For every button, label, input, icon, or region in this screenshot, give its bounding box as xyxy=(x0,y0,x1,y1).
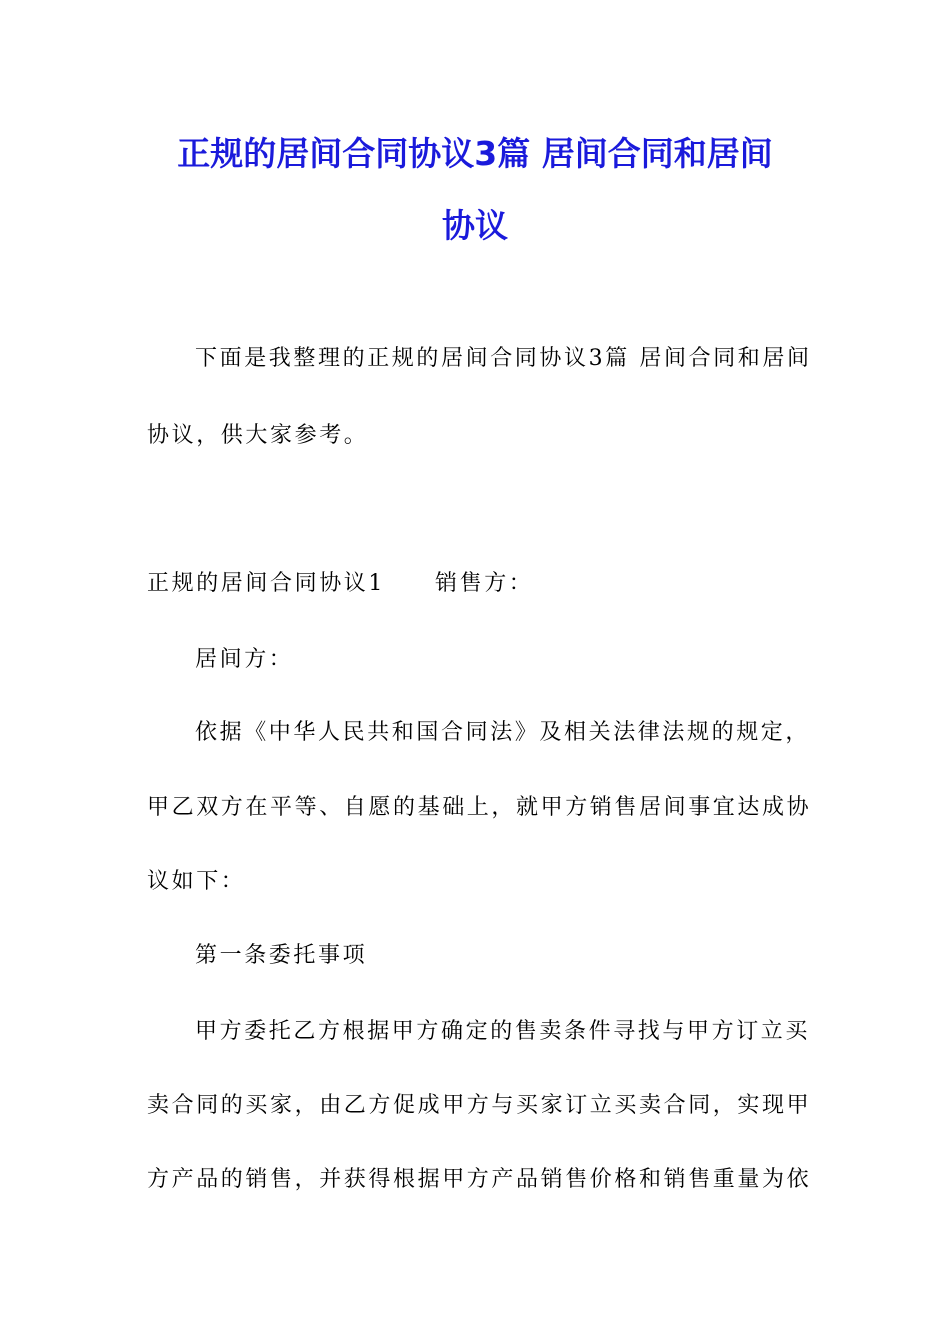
article-1-heading: 第一条委托事项 xyxy=(195,943,368,968)
intro-paragraph-line-2: 协议，供大家参考。 xyxy=(147,423,369,448)
section-heading: 正规的居间合同协议1 xyxy=(147,571,385,596)
basis-paragraph-line-3: 议如下： xyxy=(147,869,246,894)
article-1-line-1: 甲方委托乙方根据甲方确定的售卖条件寻找与甲方订立买 xyxy=(195,1019,811,1044)
basis-paragraph-line-1: 依据《中华人民共和国合同法》及相关法律法规的规定， xyxy=(195,720,811,745)
document-title-line-1: 正规的居间合同协议3篇 居间合同和居间 xyxy=(177,134,773,173)
basis-paragraph-line-2: 甲乙双方在平等、自愿的基础上，就甲方销售居间事宜达成协 xyxy=(147,795,812,820)
seller-label: 销售方： xyxy=(435,571,534,596)
document-title-line-2: 协议 xyxy=(442,206,508,245)
article-1-line-2: 卖合同的买家，由乙方促成甲方与买家订立买卖合同，实现甲 xyxy=(147,1093,812,1118)
article-1-line-3: 方产品的销售，并获得根据甲方产品销售价格和销售重量为依 xyxy=(147,1167,812,1192)
intro-paragraph-line-1: 下面是我整理的正规的居间合同协议3篇 居间合同和居间 xyxy=(195,346,812,371)
intermediary-label: 居间方： xyxy=(195,647,294,672)
section-heading-row xyxy=(147,569,533,599)
